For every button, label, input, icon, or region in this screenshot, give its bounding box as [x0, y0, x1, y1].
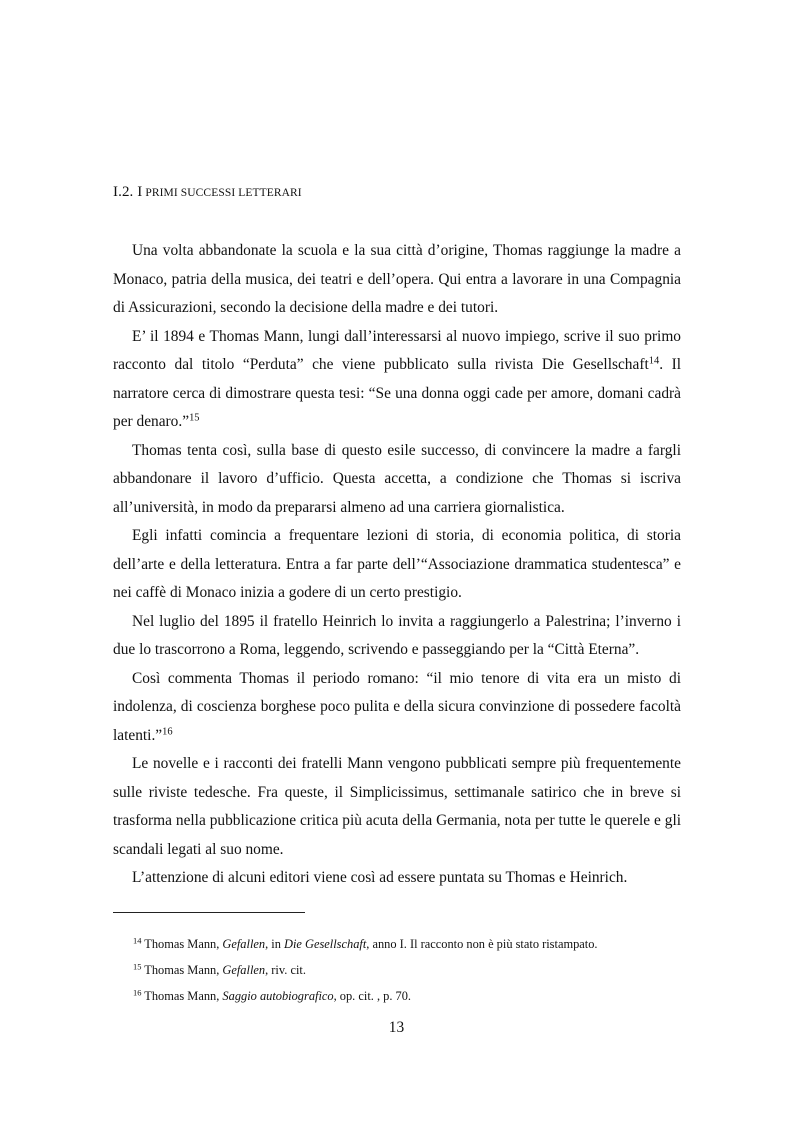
paragraph-footnote-ref: 15	[189, 412, 200, 424]
paragraph-text: Le novelle e i racconti dei fratelli Mann vengono pubblicati sempre più frequentemente sulle riviste tedesche. Fra queste, il Simplicissimus, settimanale satirico che in breve si trasforma nella pubblicazione critica più acuta della Germania, nota per tutte le querele e gli scandali legati al suo nome.	[113, 755, 681, 858]
paragraph-text: Thomas tenta così, sulla base di questo esile successo, di convincere la madre a fargli abbandonare il lavoro d’ufficio. Questa accetta, a condizione che Thomas si iscriva all’università, in modo da prepararsi almeno ad una carriera giornalistica.	[113, 441, 681, 516]
footnote-italic-title: Saggio autobiografico	[222, 989, 334, 1003]
paragraph	[113, 864, 681, 893]
footnote-separator	[113, 912, 305, 913]
paragraph	[113, 437, 681, 523]
footnote-italic-title: Gefallen	[222, 937, 266, 951]
paragraph-text: Così commenta Thomas il periodo romano: “il mio tenore di vita era un misto di indolenza, di coscienza borghese poco pulita e della sicura convinzione di possedere facoltà latenti.”	[113, 669, 681, 744]
footnote-text: Thomas Mann,	[141, 937, 223, 951]
paragraph	[113, 522, 681, 608]
footnote-text: , riv. cit.	[265, 963, 306, 977]
footnote-footnote-ref: 16	[133, 987, 142, 998]
footnote-text: , anno I. Il racconto non è più stato ristampato.	[366, 937, 598, 951]
footnote-text: , in	[265, 937, 285, 951]
page-number: 13	[388, 1019, 405, 1036]
section-title-initial: I	[137, 184, 143, 200]
footnote-footnote-ref: 14	[133, 935, 142, 946]
footnote	[133, 957, 693, 983]
paragraph-text: Una volta abbandonate la scuola e la sua città d’origine, Thomas raggiunge la madre a Monaco, patria della musica, dei teatri e dell’opera. Qui entra a lavorare in una Compagnia di Assicurazioni, secondo la decisione della madre e dei tutori.	[113, 242, 681, 316]
paragraph	[113, 665, 681, 751]
body-text	[113, 237, 681, 893]
paragraph	[113, 323, 681, 437]
paragraph-text: Nel luglio del 1895 il fratello Heinrich lo invita a raggiungerlo a Palestrina; l’inverno i due lo trascorrono a Roma, leggendo, scrivendo e passeggiando per la “Città Eterna”.	[113, 612, 681, 658]
section-title-rest: PRIMI SUCCESSI LETTERARI	[142, 187, 302, 199]
footnote	[133, 983, 693, 1009]
footnote-text: , op. cit. , p. 70.	[333, 989, 412, 1003]
footnote-italic-title: Die Gesellschaft	[284, 937, 367, 951]
footnote-footnote-ref: 15	[133, 961, 142, 972]
footnote-italic-title: Gefallen	[222, 963, 266, 977]
section-heading	[113, 184, 302, 201]
paragraph-text: Egli infatti comincia a frequentare lezioni di storia, di economia politica, di storia dell’arte e della letteratura. Entra a far parte dell’“Associazione drammatica studentesca” e nei caffè di Monaco inizia a godere di un certo prestigio.	[113, 527, 681, 601]
paragraph-footnote-ref: 16	[162, 725, 173, 737]
paragraph-text: . Il narratore cerca di dimostrare questa tesi: “Se una donna oggi cade per amore, domani cadrà per denaro.”	[113, 356, 681, 430]
footnote-text: Thomas Mann,	[141, 989, 223, 1003]
footnote	[133, 931, 693, 957]
paragraph-text: E’ il 1894 e Thomas Mann, lungi dall’interessarsi al nuovo impiego, scrive il suo primo racconto dal titolo “Perduta” che viene pubblicato sulla rivista Die Gesellschaft	[113, 327, 681, 373]
paragraph	[113, 750, 681, 864]
paragraph-footnote-ref: 14	[648, 355, 660, 367]
paragraph-text: L’attenzione di alcuni editori viene così ad essere puntata su Thomas e Heinrich.	[132, 869, 628, 886]
paragraph	[113, 237, 681, 323]
paragraph	[113, 608, 681, 665]
footnote-text: Thomas Mann,	[141, 963, 223, 977]
section-number: I.2.	[113, 184, 138, 200]
footnotes	[133, 931, 693, 1009]
